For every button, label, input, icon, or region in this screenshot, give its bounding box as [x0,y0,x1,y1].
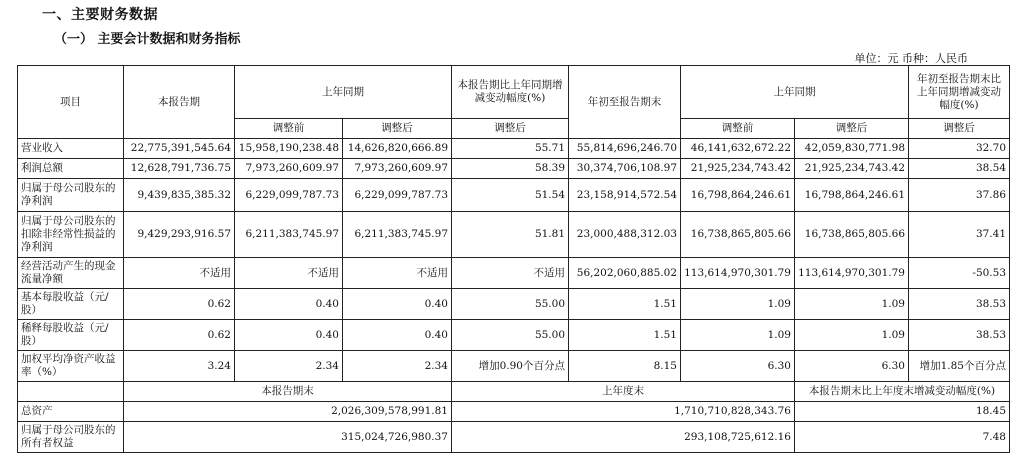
row-label: 总资产 [18,402,124,422]
cell-value: 38.53 [909,289,1010,320]
header-row-1 [18,66,1010,119]
cell-value: 15,958,190,238.48 [235,139,343,159]
cell-value: 7,973,260,609.97 [235,159,343,179]
cell-value: 7.48 [795,422,1010,453]
cell-value: 增加0.90个百分点 [452,351,569,382]
cell-value: 46,141,632,672.22 [681,139,795,159]
cell-value: 32.70 [909,139,1010,159]
unit-currency-note: 单位：元 币种：人民币 [854,52,968,65]
cell-value: 不适用 [235,258,343,289]
cell-value: 不适用 [452,258,569,289]
cell-value: 30,374,706,108.97 [569,159,681,179]
row-label: 归属于母公司股东的扣除非经常性损益的净利润 [18,212,124,258]
table-row [18,212,1010,258]
cell-value: 1.51 [569,320,681,351]
cell-value: 0.62 [124,289,235,320]
table-row [18,402,1010,422]
header-last-year-same-period: 上年同期 [235,66,452,119]
cell-value: 3.24 [124,351,235,382]
table-row [18,258,1010,289]
cell-value: 16,738,865,805.66 [795,212,909,258]
table-row [18,179,1010,212]
cell-value: 1.09 [795,289,909,320]
cell-value: 21,925,234,743.42 [681,159,795,179]
row-label: 基本每股收益（元/股） [18,289,124,320]
cell-value: 37.86 [909,179,1010,212]
financial-data-table [17,65,1010,453]
cell-value: 38.54 [909,159,1010,179]
header-after-adjustment: 调整后 [452,119,569,139]
cell-value: 22,775,391,545.64 [124,139,235,159]
cell-value: 6,229,099,787.73 [343,179,452,212]
table-row [18,422,1010,453]
cell-value: 14,626,820,666.89 [343,139,452,159]
cell-value: 9,439,835,385.32 [124,179,235,212]
cell-value: 6,211,383,745.97 [235,212,343,258]
cell-value: 18.45 [795,402,1010,422]
row-label: 利润总额 [18,159,124,179]
cell-value: 0.62 [124,320,235,351]
row-label: 归属于母公司股东的所有者权益 [18,422,124,453]
cell-value: 51.81 [452,212,569,258]
row-label: 归属于母公司股东的净利润 [18,179,124,212]
table-row [18,351,1010,382]
cell-value: 1.09 [681,289,795,320]
cell-value: 1,710,710,828,343.76 [452,402,795,422]
row-label: 加权平均净资产收益率（%） [18,351,124,382]
section-subheading: （一） 主要会计数据和财务指标 [54,32,241,47]
table-row [18,139,1010,159]
cell-value: 不适用 [124,258,235,289]
cell-value: 55.00 [452,289,569,320]
cell-value: 1.51 [569,289,681,320]
cell-value: 21,925,234,743.42 [795,159,909,179]
cell-value: 1.09 [681,320,795,351]
bottom-header-blank [18,382,124,402]
cell-value: 55,814,696,246.70 [569,139,681,159]
table-row [18,320,1010,351]
cell-value: 42,059,830,771.98 [795,139,909,159]
table-row [18,289,1010,320]
header-period-end: 本报告期末 [124,382,452,402]
bottom-header-row [18,382,1010,402]
header-yoy-change: 本报告期比上年同期增减变动幅度(%) [452,66,569,119]
row-label: 稀释每股收益（元/股） [18,320,124,351]
header-last-year-same-period-ytd: 上年同期 [681,66,909,119]
header-last-year-end: 上年度末 [452,382,795,402]
cell-value: 315,024,726,980.37 [124,422,452,453]
cell-value: 7,973,260,609.97 [343,159,452,179]
header-ytd-change: 年初至报告期末比上年同期增减变动幅度(%) [909,66,1010,119]
header-ytd: 年初至报告期末 [569,66,681,139]
cell-value: 55.71 [452,139,569,159]
header-period-end-change: 本报告期末比上年度末增减变动幅度(%) [795,382,1010,402]
cell-value: 113,614,970,301.79 [795,258,909,289]
cell-value: 不适用 [343,258,452,289]
header-item: 项目 [18,66,124,139]
cell-value: -50.53 [909,258,1010,289]
cell-value: 58.39 [452,159,569,179]
header-before-adjustment: 调整前 [235,119,343,139]
cell-value: 6,229,099,787.73 [235,179,343,212]
cell-value: 113,614,970,301.79 [681,258,795,289]
cell-value: 0.40 [343,320,452,351]
table-row [18,159,1010,179]
cell-value: 6,211,383,745.97 [343,212,452,258]
cell-value: 37.41 [909,212,1010,258]
header-this-period: 本报告期 [124,66,235,139]
cell-value: 增加1.85个百分点 [909,351,1010,382]
cell-value: 2,026,309,578,991.81 [124,402,452,422]
cell-value: 16,798,864,246.61 [681,179,795,212]
cell-value: 2.34 [235,351,343,382]
header-after-adjustment: 调整后 [343,119,452,139]
row-label: 营业收入 [18,139,124,159]
cell-value: 23,000,488,312.03 [569,212,681,258]
cell-value: 0.40 [343,289,452,320]
header-before-adjustment: 调整前 [681,119,795,139]
cell-value: 23,158,914,572.54 [569,179,681,212]
cell-value: 0.40 [235,320,343,351]
cell-value: 38.53 [909,320,1010,351]
cell-value: 12,628,791,736.75 [124,159,235,179]
cell-value: 56,202,060,885.02 [569,258,681,289]
cell-value: 16,798,864,246.61 [795,179,909,212]
cell-value: 6.30 [795,351,909,382]
header-after-adjustment: 调整后 [795,119,909,139]
cell-value: 293,108,725,612.16 [452,422,795,453]
cell-value: 9,429,293,916.57 [124,212,235,258]
cell-value: 51.54 [452,179,569,212]
cell-value: 1.09 [795,320,909,351]
header-after-adjustment: 调整后 [909,119,1010,139]
cell-value: 8.15 [569,351,681,382]
section-heading: 一、主要财务数据 [42,7,158,23]
cell-value: 16,738,865,805.66 [681,212,795,258]
cell-value: 0.40 [235,289,343,320]
row-label: 经营活动产生的现金流量净额 [18,258,124,289]
cell-value: 2.34 [343,351,452,382]
cell-value: 55.00 [452,320,569,351]
cell-value: 6.30 [681,351,795,382]
